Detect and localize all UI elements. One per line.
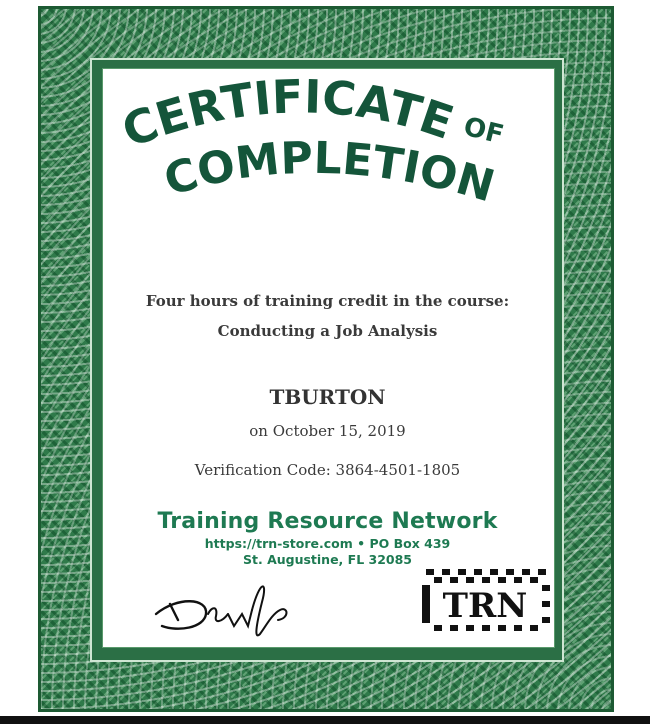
recipient-name: TBURTON (269, 385, 386, 409)
title-completion: COMPLETION (158, 132, 500, 213)
issuer-address: St. Augustine, FL 32085 (242, 552, 413, 567)
title-of: OF (460, 111, 507, 151)
verification-code: Verification Code: 3864-4501-1805 (194, 461, 461, 479)
issuer-name: Training Resource Network (157, 509, 498, 534)
trn-logo (420, 565, 552, 633)
issuer-contact: https://trn-store.com • PO Box 439 (204, 536, 451, 551)
completion-date: on October 15, 2019 (249, 422, 406, 440)
bottom-bar (0, 716, 650, 724)
logo-text: TRN (442, 586, 528, 626)
course-name: Conducting a Job Analysis (217, 322, 438, 340)
course-intro: Four hours of training credit in the course: (145, 292, 510, 310)
certificate-title (102, 68, 553, 218)
signature (148, 574, 298, 644)
title-certificate: CERTIFICATE (114, 69, 461, 159)
